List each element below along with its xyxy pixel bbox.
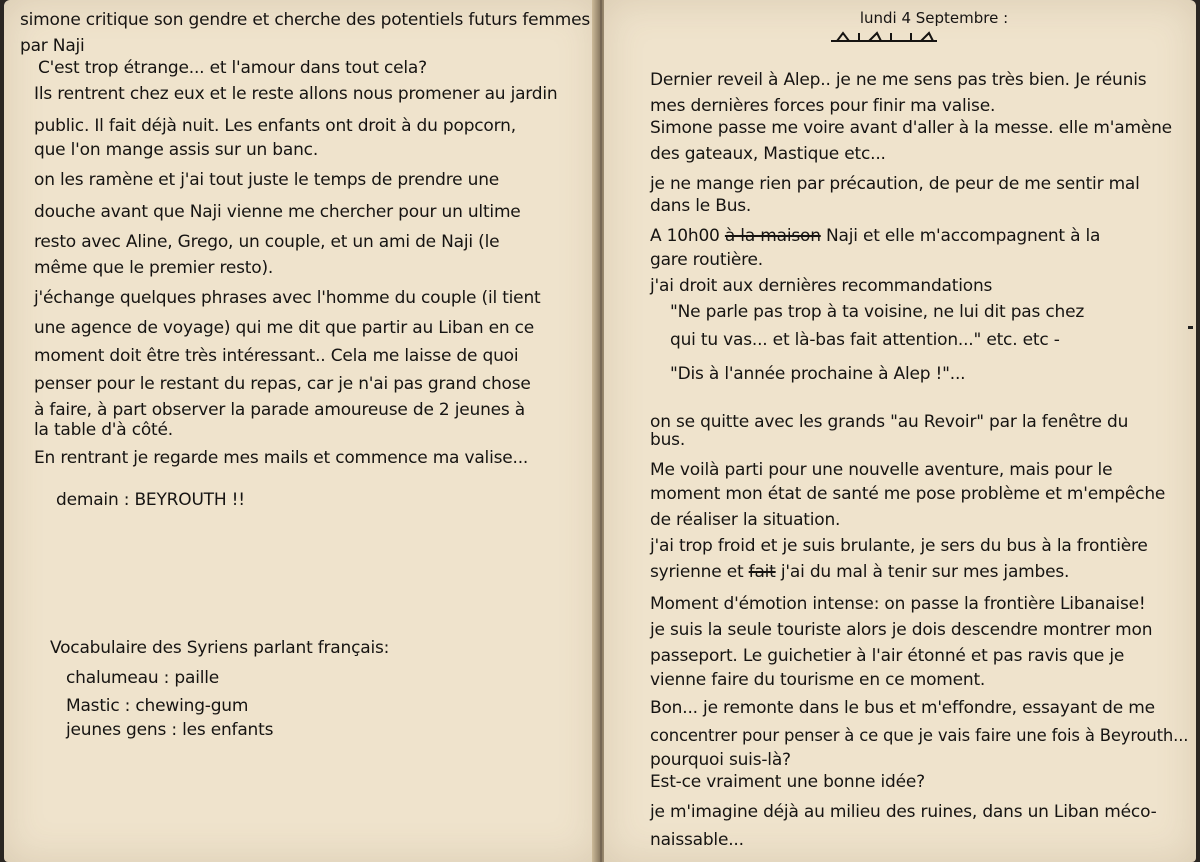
journal-line bbox=[650, 562, 1069, 582]
ink-mark bbox=[1188, 326, 1193, 329]
journal-line: Dernier reveil à Alep.. je ne me sens pas très bien. Je réunis bbox=[650, 70, 1147, 90]
journal-line: simone critique son gendre et cherche des potentiels futurs femmes bbox=[20, 10, 591, 30]
journal-line: pourquoi suis-là? bbox=[650, 750, 791, 770]
journal-line: Ils rentrent chez eux et le reste allons nous promener au jardin bbox=[34, 84, 558, 104]
journal-line: dans le Bus. bbox=[650, 196, 752, 216]
vocabulary-item: Mastic : chewing-gum bbox=[66, 696, 249, 716]
journal-line: par Naji bbox=[20, 36, 85, 56]
date-heading: lundi 4 Septembre : bbox=[859, 9, 1009, 27]
journal-line: j'ai trop froid et je suis brulante, je sers du bus à la frontière bbox=[650, 536, 1148, 556]
journal-line: moment doit être très intéressant.. Cela me laisse de quoi bbox=[34, 346, 519, 366]
journal-line-part: Naji et elle m'accompagnent à la bbox=[826, 226, 1101, 246]
journal-line: une agence de voyage) qui me dit que partir au Liban en ce bbox=[34, 318, 535, 338]
vocabulary-item: jeunes gens : les enfants bbox=[66, 720, 274, 740]
journal-line: Bon... je remonte dans le bus et m'effondre, essayant de me bbox=[650, 698, 1155, 718]
journal-line: des gateaux, Mastique etc... bbox=[650, 144, 886, 164]
journal-line: demain : BEYROUTH !! bbox=[56, 490, 245, 510]
journal-line: je suis la seule touriste alors je dois descendre montrer mon bbox=[650, 620, 1153, 640]
journal-line: En rentrant je regarde mes mails et commence ma valise... bbox=[34, 448, 529, 468]
scribble-icon bbox=[829, 30, 939, 44]
journal-line-part: j'ai du mal à tenir sur mes jambes. bbox=[780, 562, 1070, 582]
journal-line: moment mon état de santé me pose problème et m'empêche bbox=[650, 484, 1166, 504]
journal-line: public. Il fait déjà nuit. Les enfants ont droit à du popcorn, bbox=[34, 116, 516, 136]
journal-line: resto avec Aline, Grego, un couple, et un ami de Naji (le bbox=[34, 232, 500, 252]
journal-line: concentrer pour penser à ce que je vais faire une fois à Beyrouth... bbox=[650, 726, 1189, 746]
struck-text: fait bbox=[748, 562, 776, 582]
journal-line-part: syrienne et bbox=[650, 562, 744, 582]
vocabulary-heading: Vocabulaire des Syriens parlant français: bbox=[50, 638, 390, 658]
journal-line: j'échange quelques phrases avec l'homme du couple (il tient bbox=[34, 288, 541, 308]
quote-line: "Dis à l'année prochaine à Alep !"... bbox=[670, 364, 966, 384]
journal-line: Est-ce vraiment une bonne idée? bbox=[650, 772, 925, 792]
journal-line: Simone passe me voire avant d'aller à la messe. elle m'amène bbox=[650, 118, 1172, 138]
right-page bbox=[604, 0, 1196, 862]
journal-line: naissable... bbox=[650, 830, 744, 850]
quote-line: "Ne parle pas trop à ta voisine, ne lui dit pas chez bbox=[670, 302, 1085, 322]
journal-line: Me voilà parti pour une nouvelle aventure, mais pour le bbox=[650, 460, 1113, 480]
journal-line: C'est trop étrange... et l'amour dans tout cela? bbox=[38, 58, 427, 78]
journal-line: gare routière. bbox=[650, 250, 764, 270]
journal-line: à faire, à part observer la parade amoureuse de 2 jeunes à bbox=[34, 400, 526, 420]
journal-line: on les ramène et j'ai tout juste le temps de prendre une bbox=[34, 170, 500, 190]
journal-line: penser pour le restant du repas, car je n'ai pas grand chose bbox=[34, 374, 531, 394]
journal-line: mes dernières forces pour finir ma valise. bbox=[650, 96, 996, 116]
quote-line: qui tu vas... et là-bas fait attention..." etc. etc - bbox=[670, 330, 1060, 350]
journal-line: Moment d'émotion intense: on passe la frontière Libanaise! bbox=[650, 594, 1146, 614]
journal-line: la table d'à côté. bbox=[34, 420, 173, 440]
journal-line: de réaliser la situation. bbox=[650, 510, 841, 530]
date-heading-wrap bbox=[784, 8, 1084, 27]
journal-line: vienne faire du tourisme en ce moment. bbox=[650, 670, 986, 690]
journal-line: douche avant que Naji vienne me chercher pour un ultime bbox=[34, 202, 521, 222]
journal-line: je m'imagine déjà au milieu des ruines, dans un Liban méco- bbox=[650, 802, 1157, 822]
journal-line: bus. bbox=[650, 430, 686, 450]
journal-line: on se quitte avec les grands "au Revoir" par la fenêtre du bbox=[650, 412, 1129, 432]
journal-line: je ne mange rien par précaution, de peur de me sentir mal bbox=[650, 174, 1140, 194]
journal-line-part: A 10h00 bbox=[650, 226, 720, 246]
journal-line: j'ai droit aux dernières recommandations bbox=[650, 276, 993, 296]
left-page bbox=[4, 0, 598, 862]
struck-text: à la maison bbox=[724, 226, 821, 246]
journal-line: passeport. Le guichetier à l'air étonné et pas ravis que je bbox=[650, 646, 1125, 666]
journal-line: même que le premier resto). bbox=[34, 258, 274, 278]
journal-line: que l'on mange assis sur un banc. bbox=[34, 140, 319, 160]
vocabulary-item: chalumeau : paille bbox=[66, 668, 220, 688]
journal-line bbox=[650, 226, 1100, 246]
